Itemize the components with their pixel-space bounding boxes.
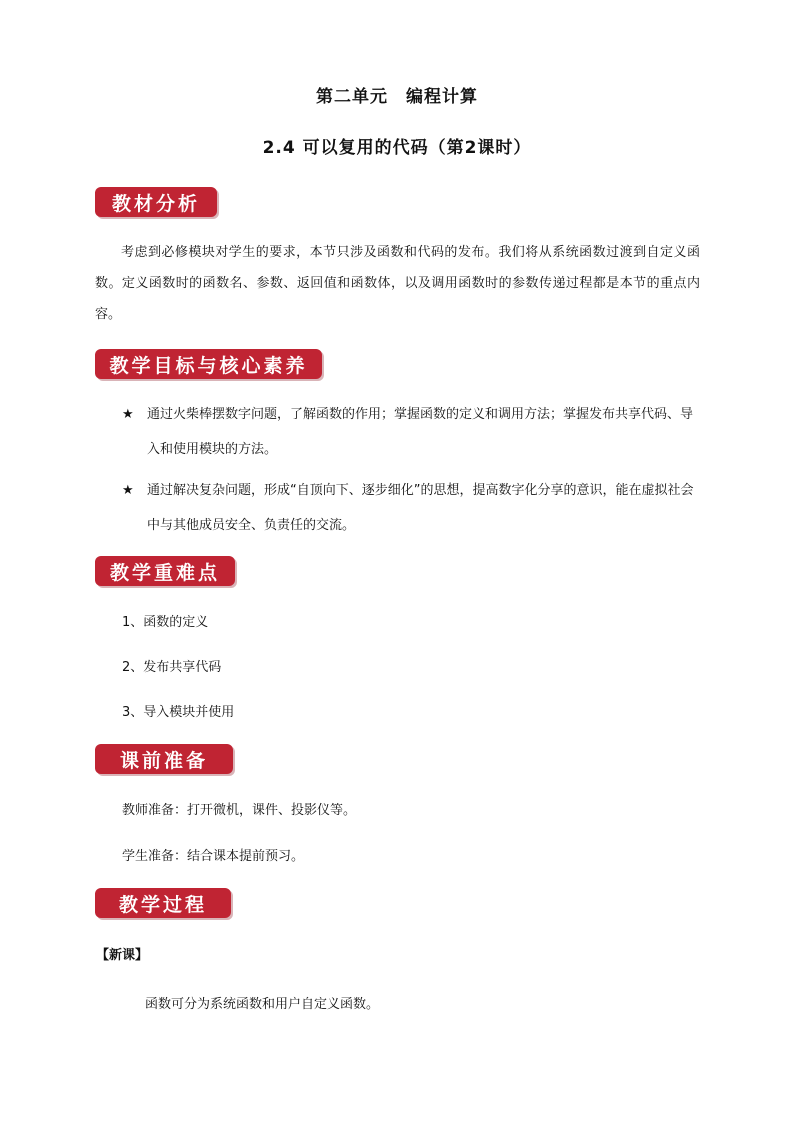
new-lesson-label: 【新课】	[96, 948, 149, 963]
star-bullet-icon: ★	[122, 483, 134, 498]
goal-item	[122, 397, 702, 467]
section-badge-process: 教学过程	[95, 888, 231, 918]
goal-text: 通过解决复杂问题，形成“自顶向下、逐步细化”的思想，提高数字化分享的意识，能在虚拟社会中与其他成员安全、负责任的交流。	[147, 483, 694, 533]
teacher-preparation: 教师准备：打开微机，课件、投影仪等。	[122, 803, 357, 818]
star-bullet-icon: ★	[122, 407, 134, 422]
analysis-paragraph: 考虑到必修模块对学生的要求，本节只涉及函数和代码的发布。我们将从系统函数过渡到自定义函数。定义函数时的函数名、参数、返回值和函数体，以及调用函数时的参数传递过程都是本节的重点内容。	[95, 245, 700, 322]
student-preparation: 学生准备：结合课本提前预习。	[122, 849, 305, 864]
process-intro: 函数可分为系统函数和用户自定义函数。	[145, 997, 380, 1012]
key-point-item: 2、发布共享代码	[122, 660, 222, 675]
unit-title: 第二单元 编程计算	[316, 87, 478, 107]
section-badge-goals: 教学目标与核心素养	[95, 349, 322, 379]
key-point-item: 3、导入模块并使用	[122, 705, 235, 720]
goal-text: 通过火柴棒摆数字问题，了解函数的作用；掌握函数的定义和调用方法；掌握发布共享代码、导入和使用模块的方法。	[147, 407, 694, 457]
key-point-item: 1、函数的定义	[122, 615, 209, 630]
goal-item	[122, 473, 702, 543]
section-badge-key-points: 教学重难点	[95, 556, 235, 586]
section-badge-preparation: 课前准备	[95, 744, 233, 774]
section-badge-analysis: 教材分析	[95, 187, 217, 217]
lesson-title: 2.4 可以复用的代码（第2课时）	[262, 138, 532, 158]
